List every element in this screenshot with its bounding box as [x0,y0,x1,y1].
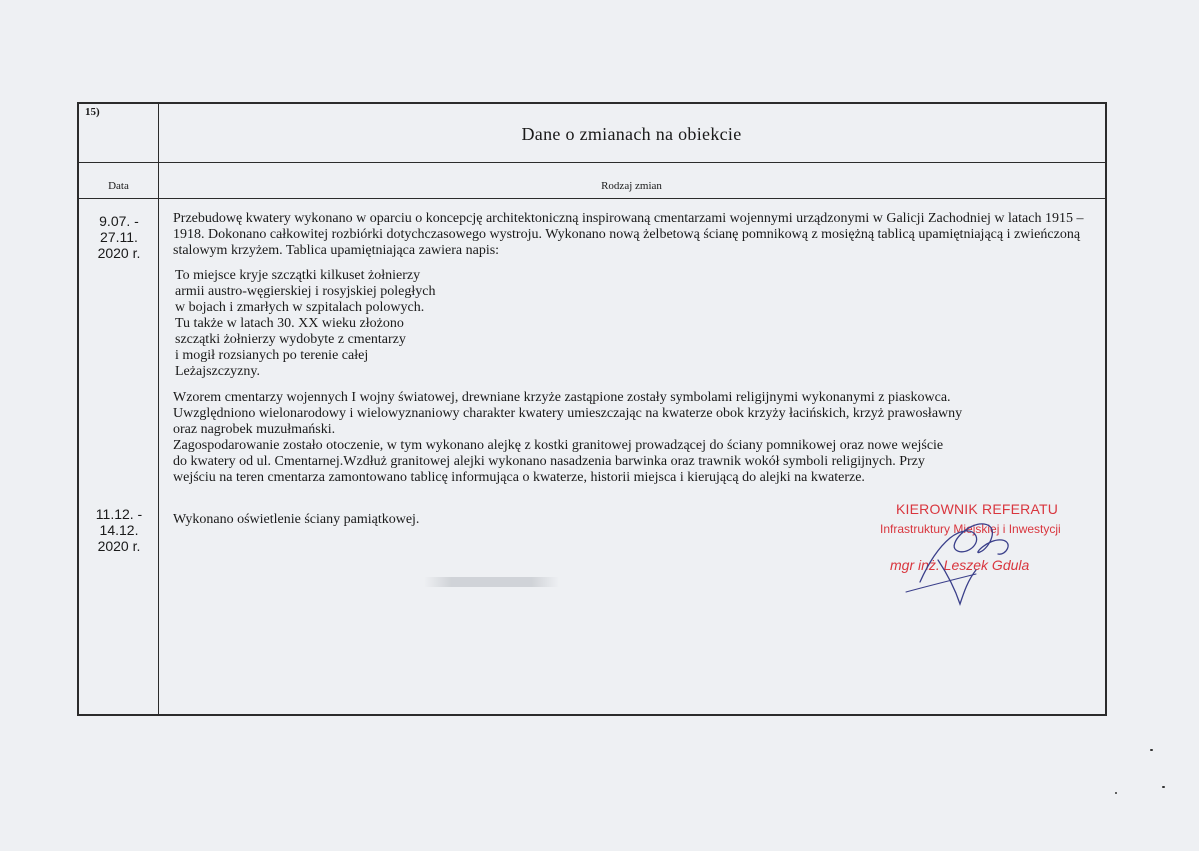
change-description-paragraph: Wykonano oświetlenie ściany pamiątkowej. [173,512,420,527]
subheader-divider [79,198,1105,199]
section-number: 15) [85,106,100,118]
scan-smudge [424,577,559,587]
changes-table [77,102,1107,716]
stamp-department: Infrastruktury Miejskiej i Inwestycji [880,522,1061,536]
change-column-header: Rodzaj zmian [601,180,662,192]
stamp-title: KIEROWNIK REFERATU [896,501,1059,517]
date-column-header: Data [108,180,129,192]
column-divider [158,104,159,714]
plaque-inscription: To miejsce kryje szczątki kilkuset żołnierzy armii austro-węgierskiej i rosyjskiej poległych w bojach i zmarłych w szpitalach polowych. Tu także w latach 30. XX wieku złożono szczątki żołnierzy wydobyte z cmentarzy i mogił rozsianych po terenie całej Leżajszczyzny. [175,268,436,379]
scan-speck [1162,786,1165,788]
handwritten-signature [880,500,1080,615]
table-title: Dane o zmianach na obiekcie [521,124,742,144]
change-description-paragraph: Wzorem cmentarzy wojennych I wojny światowej, drewniane krzyże zastąpione zostały symbolami religijnymi wykonanymi z piaskowca. Uwzględniono wielonarodowy i wielowyznaniowy charakter kwatery umieszczając na kwaterze obok krzyży łacińskich, krzyż prawosławny oraz nagrobek muzułmański. Zagospodarowanie zostało otoczenie, w tym wykonano alejkę z kostki granitowej prowadzącej do ściany pomnikowej oraz nowe wejście do kwatery od ul. Cmentarnej.Wzdłuż granitowej alejki wykonano nasadzenia barwinka oraz trawnik wokół symboli religijnych. Przy wejściu na teren cmentarza zamontowano tablicę informująca o kwaterze, historii miejsca i kierującą do alejki na kwaterze. [173,390,963,485]
date-entry: 9.07. - 27.11. 2020 r. [97,213,141,261]
change-description-paragraph: Przebudowę kwatery wykonano w oparciu o koncepcję architektoniczną inspirowaną cmentarzami wojennymi urządzonymi w Galicji Zachodniej w latach 1915 – 1918. Dokonano całkowitej rozbiórki dotychczasowego wystroju. Wykonano nową żelbetową ścianę pomnikową z mosiężną tablicą upamiętniającą i zwieńczoną stalowym krzyżem. Tablica upamiętniająca zawiera napis: [173,211,1084,258]
date-entry: 11.12. - 14.12. 2020 r. [95,506,143,554]
header-divider [79,162,1105,163]
stamp-name: mgr inż. Leszek Gdula [890,557,1030,573]
scan-speck [1150,749,1153,751]
scan-speck [1115,792,1117,794]
